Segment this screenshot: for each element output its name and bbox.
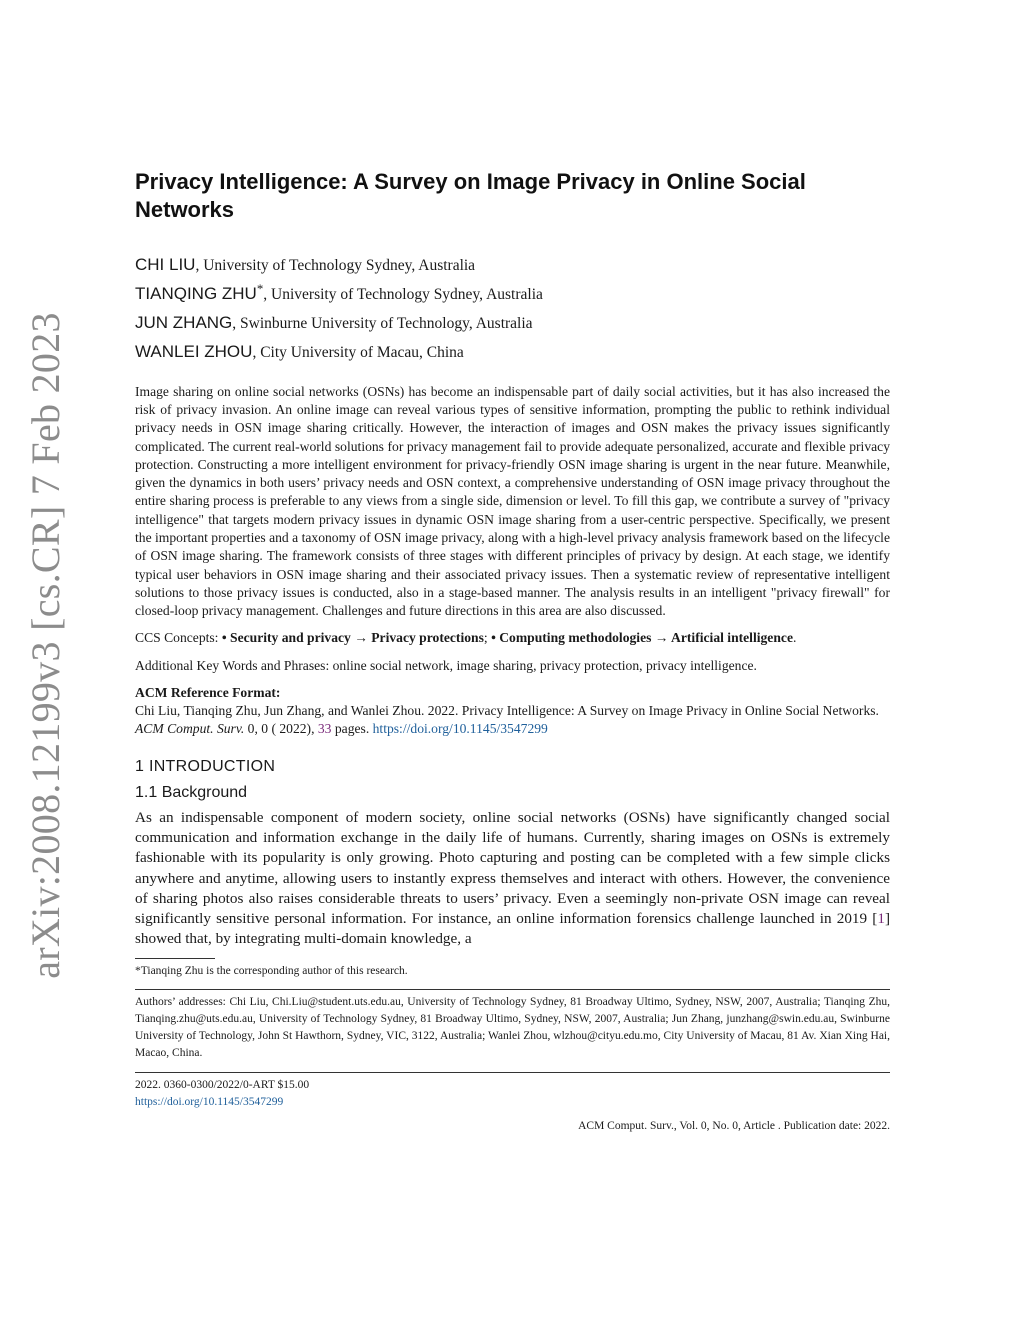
- author-entry: [135, 306, 890, 335]
- keywords: Additional Key Words and Phrases: online social network, image sharing, privacy protection, privacy intelligence.: [135, 657, 757, 673]
- author-affiliation: , Swinburne University of Technology, Australia: [232, 315, 533, 333]
- author-affiliation: , University of Technology Sydney, Australia: [263, 286, 543, 304]
- copyright-line: 2022. 0360-0300/2022/0-ART $15.00: [135, 1078, 310, 1091]
- author-name: JUN ZHANG: [135, 313, 233, 333]
- footnote-rule: [135, 958, 215, 959]
- subsection-heading: 1.1 Background: [135, 784, 248, 802]
- intro-text: As an indispensable component of modern society, online social networks (OSNs) have significantly changed social communication and information exchange in the daily life of humans. Currently, sharing images on OSNs is extremely fashionable with its popularity is only growing. Photo capturing and posting can be completed with a few simple clicks anywhere and anytime, allowing users to instantly express themselves and interact with others. However, the convenience of sharing photos also raises considerable threats to users’ privacy. Even a seemingly non-private OSN image can reveal significantly sensitive personal information. For instance, an online information forensics challenge launched in 2019 [: [135, 809, 890, 928]
- author-list: [135, 248, 890, 365]
- citation-link[interactable]: 1: [877, 910, 885, 928]
- ccs-concepts: [135, 629, 890, 647]
- doi-link[interactable]: https://doi.org/10.1145/3547299: [372, 721, 548, 737]
- author-affiliation: , University of Technology Sydney, Australia: [195, 257, 476, 275]
- author-name: WANLEI ZHOU: [135, 342, 253, 362]
- ccs-end: .: [792, 630, 797, 646]
- author-name: TIANQING ZHU: [135, 284, 257, 304]
- paper-page: [135, 168, 890, 1111]
- reference-volume: 0, 0 ( 2022),: [244, 721, 318, 737]
- divider: [135, 989, 890, 990]
- reference-pages-label: pages.: [331, 721, 373, 737]
- author-entry: [135, 248, 890, 277]
- paper-title: Privacy Intelligence: A Survey on Image Privacy in Online Social Networks: [135, 169, 806, 222]
- ccs-prefix: CCS Concepts:: [135, 630, 222, 646]
- ccs-concept-1: • Security and privacy → Privacy protections: [221, 630, 484, 646]
- arxiv-stamp: [10, 311, 80, 979]
- page-count-link[interactable]: 33: [317, 721, 332, 737]
- author-affiliation: , City University of Macau, China: [252, 344, 464, 362]
- footnote: *Tianqing Zhu is the corresponding author of this research.: [135, 964, 408, 977]
- ccs-concept-2: • Computing methodologies → Artificial intelligence: [491, 630, 793, 646]
- journal-name: ACM Comput. Surv.: [135, 721, 245, 737]
- section-heading: 1 INTRODUCTION: [135, 758, 276, 776]
- author-addresses: Authors’ addresses: Chi Liu, Chi.Liu@student.uts.edu.au, University of Technology Sydney, 81 Broadway Ultimo, Sydney, NSW, 2007, Australia; Tianqing Zhu, Tianqing.zhu@uts.edu.au, University of Technology Sydney, 81 Broadway Ultimo, Sydney, NSW, 2007, Australia; Jun Zhang, junzhang@swin.edu.au, Swinburne University of Technology, John St Hawthorn, Sydney, VIC, 3122, Australia; Wanlei Zhou, wlzhou@cityu.edu.mo, City University of Macau, 81 Av. Xian Xing Hai, Macao, China.: [135, 995, 890, 1059]
- ccs-sep: ;: [483, 630, 492, 646]
- author-entry: [135, 277, 890, 306]
- arxiv-id: arXiv:2008.12199v3 [cs.CR] 7 Feb 2023: [22, 311, 68, 979]
- intro-paragraph: [135, 808, 890, 949]
- running-footer: ACM Comput. Surv., Vol. 0, No. 0, Article . Publication date: 2022.: [578, 1120, 890, 1132]
- divider: [135, 1072, 890, 1073]
- copyright-doi-link[interactable]: https://doi.org/10.1145/3547299: [135, 1095, 284, 1108]
- reference-text: Chi Liu, Tianqing Zhu, Jun Zhang, and Wanlei Zhou. 2022. Privacy Intelligence: A Survey on Image Privacy in Online Social Networks.: [135, 703, 879, 719]
- author-entry: [135, 335, 890, 364]
- abstract: Image sharing on online social networks (OSNs) has become an indispensable part of daily social activities, but it has also increased the risk of privacy invasion. An online image can reveal various types of sensitive information, prompting the public to rethink individual privacy needs in OSN image sharing critically. However, the interaction of images and OSN makes the privacy issues significantly complicated. The current real-world solutions for privacy management fail to provide adequate personalized, accurate and flexible privacy protection. Constructing a more intelligent environment for privacy-friendly OSN image sharing is urgent in the near future. Meanwhile, given the dynamics in both users’ privacy needs and OSN context, a comprehensive understanding of OSN image privacy throughout the entire sharing process is preferable to any views from a single side, dimension or level. To fill this gap, we contribute a survey of "privacy intelligence" that targets modern privacy issues in dynamic OSN image sharing from a user-centric perspective. Specifically, we present the important properties and a taxonomy of OSN image privacy, along with a high-level privacy analysis framework based on the lifecycle of OSN image sharing. The framework consists of three stages with different principles of privacy by design. At each stage, we identify typical user behaviors in OSN image sharing and their associated privacy issues. Then a systematic review of representative intelligent solutions to those privacy issues is conducted, also in a stage-based manner. The analysis results in an intelligent "privacy firewall" for closed-loop privacy management. Challenges and future directions in this area are also discussed.: [135, 383, 890, 619]
- author-name: CHI LIU: [135, 255, 196, 275]
- intro-text-cont: ] showed that, by integrating multi-domain knowledge, a: [135, 910, 890, 948]
- reference-format-heading: ACM Reference Format:: [135, 685, 281, 701]
- reference-format: [135, 702, 890, 738]
- author-sup: *: [256, 281, 264, 297]
